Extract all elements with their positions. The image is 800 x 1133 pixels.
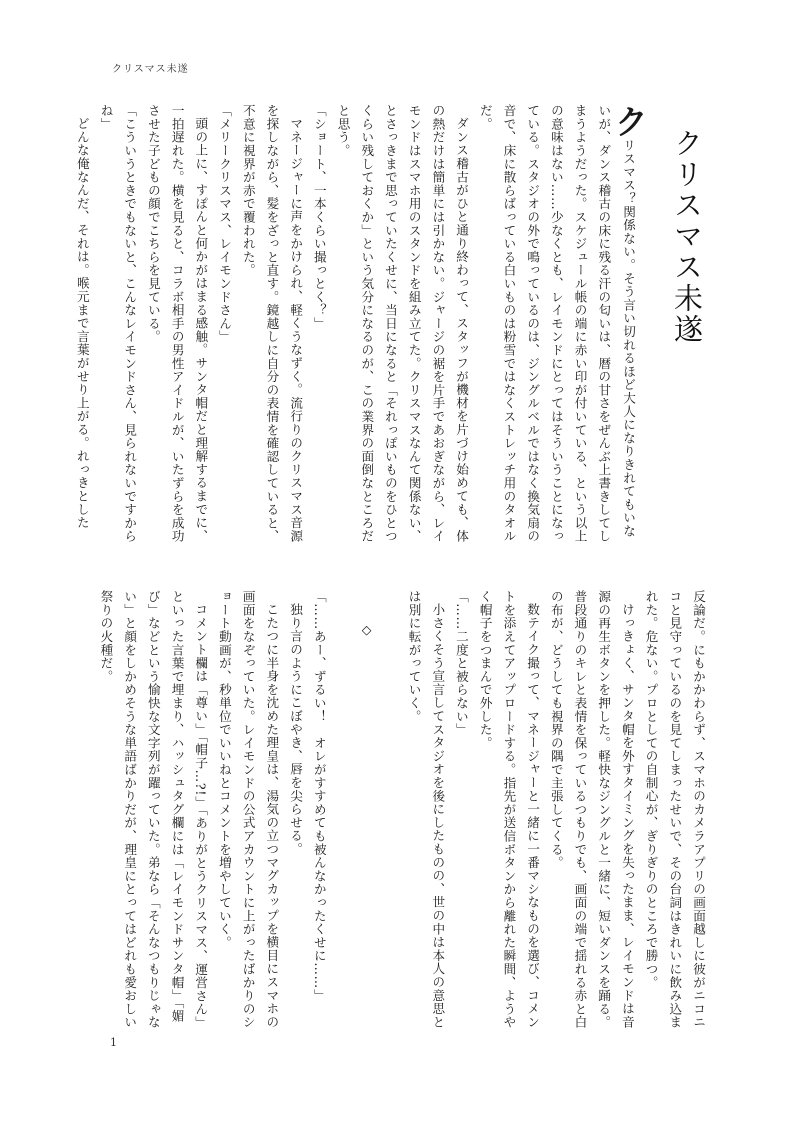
dialogue-line: 「ショート、一本くらい撮っとく？」	[311, 104, 327, 331]
paragraph	[473, 104, 648, 549]
dialogue-line: 「……二度と被らない」	[453, 590, 469, 737]
paragraph: 独り言のようにこぼやき、唇を尖らせる。	[288, 602, 304, 856]
page-number: 1	[110, 1036, 117, 1049]
paragraph: こたつに半身を沈めた理皇は、湯気の立つマグカップを横目にスマホの画面をなぞっていた。レイモンドの公式アカウントに上がったばかりのショート動画が、秒単位でいいねとコメントを増やしていく。	[216, 590, 280, 1029]
story-title: クリスマス未遂	[670, 128, 704, 345]
scene-separator: ◇	[359, 621, 375, 638]
lower-text-block	[100, 590, 710, 1035]
upper-text-block	[74, 104, 648, 549]
paragraph: ダンス稽古がひと通り終わって、スタッフが機材を片づけ始めても、体の熱だけは簡単には引かない。ジャージの裾を片手であおぎながら、レイモンドはスマホ用のスタンドを組み立てた。クリスマスなんて関係ない、とさっきまで思っていたくせに、当日になると「それっぽいものをひとつくらい残しておくか」という気分になるのが、この業界の面倒なところだと思う。	[335, 104, 470, 543]
blank-line	[378, 590, 402, 1035]
dialogue-line: 「……あー、ずるい！ オレがすすめても被んなかったくせに……」	[311, 590, 327, 1003]
paragraph: コメント欄は「尊い」「帽子…?!」「ありがとうクリスマス、運営さん」といった言葉で埋まり、ハッシュタグ欄には「レイモンドサンタ帽」「媚び」などという愉快な文字列が躍っていた。弟なら「そんなつもりじゃない」と顔をしかめそうな単語ばかりだが、理皇にとってはどれも愛おしい祭りの火種だ。	[98, 590, 209, 1029]
paragraph: けっきょく、サンタ帽を外すタイミングを失ったまま、レイモンドは音源の再生ボタンを押した。軽快なジングルと一緒に、短いダンスを踊る。普段通りのキレと表情を保っているつもりでも、画面の端で揺れる赤と白の布が、どうしても視界の隅で主張してくる。	[548, 590, 635, 1029]
paragraph: 頭の上に、すぽんと何かがはまる感触。サンタ帽だと理解するまでに、一拍遅れた。横を見ると、コラボ相手の男性アイドルが、いたずらを成功させた子どもの顔でこちらを見ている。	[145, 104, 209, 543]
dialogue-line: 「こういうときでもないと、こんなレイモンドさん、見られないですからね」	[98, 104, 138, 543]
paragraph-text: リスマス？関係ない。そう言い切れるほど大人になりきれてもいないが、ダンス稽古の床に残る汗の匂いは、暦の甘さをぜんぶ上書きしてしまうようだった。スケジュール帳の端に赤い印が付いている、という以上の意味はない……少なくとも、レイモンドにとってはそういうことになっている。スタジオの外で鳴っているのは、ジングルベルではなく換気扇の音で、床に散らばっている白いものは粉雪ではなくストレッチ用のタオルだ。	[477, 104, 636, 543]
paragraph: マネージャーに声をかけられ、軽くうなずく。流行りのクリスマス音源を探しながら、髪をざっと直す。鏡越しに自分の表情を確認していると、不意に視界が赤で覆われた。	[240, 104, 304, 543]
dialogue-line: 「メリークリスマス、レイモンドさん」	[217, 104, 233, 344]
paragraph: どんな俺なんだ、それは。喉元まで言葉がせり上がる。れっきとした	[74, 116, 90, 529]
paragraph: 反論だ。にもかかわらず、スマホのカメラアプリの画面越しに彼がニコニコと見守っているのを見てしまったせいで、その台詞はきれいに飲み込まれた。危ない。プロとしての自制心が、ぎりぎりのところで勝つ。	[643, 590, 706, 1029]
blank-line	[331, 590, 355, 1035]
running-header: クリスマス未遂	[112, 64, 189, 75]
paragraph: 小さくそう宣言してスタジオを後にしたものの、世の中は本人の意思とは別に転がっていく。	[406, 590, 446, 1029]
paragraph: 数テイク撮って、マネージャーと一緒に一番マシなものを選び、コメントを添えてアップロードする。指先が送信ボタンから離れた瞬間、ようやく帽子をつまんで外した。	[477, 590, 541, 1029]
drop-cap: ク	[608, 104, 648, 139]
